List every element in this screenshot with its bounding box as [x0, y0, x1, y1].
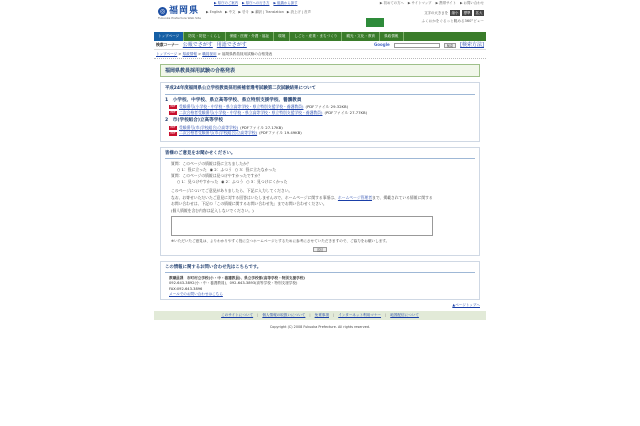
question-useful: 質問：このページの情報は役に立ちましたか？	[171, 161, 251, 167]
nav-industry[interactable]: しごと・産業・まちづくり	[290, 32, 342, 41]
radio-label: 2：ふつう	[214, 166, 232, 172]
contact-mail-link[interactable]: メールでのお問い合わせはこちら	[169, 291, 223, 296]
file-info: (PDFファイル 27.77KB)	[324, 109, 368, 115]
link-mobile[interactable]: ▶ 携帯サイト	[435, 1, 456, 5]
findable-options	[177, 180, 475, 185]
search-title: 検索コーナー	[156, 41, 179, 47]
contact-fax: FAX:092-643-3896	[169, 286, 203, 291]
submit-button[interactable]: 送信	[313, 247, 327, 252]
results-heading: 平成24年度福岡県公立学校教員採用候補者選考試験第二次試験結果について	[165, 86, 475, 94]
note-text: まで、掲載されている情報に関する	[372, 194, 433, 200]
search-button[interactable]: 検索	[444, 43, 456, 48]
footer-link-about[interactable]: このサイトについて	[221, 312, 254, 317]
webmaster-link[interactable]: ホームページ管理者	[337, 194, 373, 200]
breadcrumb-top[interactable]: トップページ	[156, 52, 178, 56]
file-info: (PDFファイル 29.32KB)	[305, 104, 349, 110]
nav-environment[interactable]: 環境	[274, 32, 290, 41]
radio-label: 2：ふつう	[225, 178, 244, 184]
link-first-visit[interactable]: ▶ 初めての方へ	[379, 1, 404, 5]
lang-link-korean[interactable]: ▶ 한국	[238, 10, 249, 14]
feedback-textarea[interactable]	[171, 216, 433, 236]
pdf-icon: PDF	[170, 105, 176, 109]
link-sitemap[interactable]: ▶ サイトマップ	[407, 1, 432, 5]
feedback-note: このページについてご意見がありましたら、下記に入力してください。	[171, 188, 293, 194]
lang-link-english[interactable]: ▶ English	[206, 10, 222, 14]
logo-text: 福岡県	[169, 6, 200, 16]
radio-useful-2[interactable]: ◉ 2：ふつう	[209, 166, 232, 172]
feedback-note-contact: お問い合わせは、下記の「この情報に関するお問い合わせ先」までお問い合わせください。	[171, 201, 327, 207]
separator: |	[332, 312, 335, 317]
file-link[interactable]: 二次合格者受験番号(小学校・中学校・県立高等学校・県立特別支援学校・養護教員)	[179, 109, 323, 115]
translation-link[interactable]: ▶ 翻訳 | Translation	[251, 10, 284, 14]
pdf-icon: PDF	[170, 110, 176, 114]
footer-link-manners[interactable]: インターネット利用マナー	[338, 312, 382, 317]
header	[154, 0, 486, 32]
nav-health[interactable]: 保健・医療・介護・福祉	[226, 32, 275, 41]
search-term-link[interactable]: 用語でさがす	[216, 42, 247, 48]
radio-findable-1[interactable]: ○ 1：見つけやすかった	[177, 178, 219, 184]
feedback-thanks: ※いただいたご意見は、よりわかりやすく役に立つホームページとするために参考にさせていただきますので、ご協力をお願いします。	[171, 239, 390, 244]
radio-label: 3：役に立たなかった	[239, 166, 276, 172]
pdf-icon: PDF	[170, 125, 176, 129]
separator: |	[309, 312, 311, 317]
search-help-link[interactable]: [検索方法]	[460, 42, 484, 48]
file-info: (PDFファイル 19.49KB)	[259, 130, 302, 136]
separator: |	[257, 312, 259, 317]
read-aloud-link[interactable]: ▶ 読上げ | 音声	[286, 10, 311, 14]
page-title-box	[160, 64, 480, 77]
group-title: 1 小学校、中学校、県立高等学校、県立特別支援学校、養護教員	[165, 97, 302, 103]
text-size-control	[424, 10, 484, 16]
contact-section	[160, 261, 480, 301]
file-row	[169, 105, 475, 110]
radio-useful-3[interactable]: ○ 3：役に立たなかった	[234, 166, 276, 172]
pdf-icon: PDF	[170, 131, 176, 135]
contact-heading: この情報に関するお問い合わせ先はこちらです。	[165, 265, 475, 273]
text-size-small-button[interactable]: 縮小	[451, 11, 459, 15]
page-title: 福岡県教員採用試験の合格発表	[165, 68, 236, 75]
file-link[interactable]: 二次合格者受験番号(市(学校組合)立高等学校)	[179, 130, 258, 136]
logo-subtitle: Fukuoka Prefecture Web Site	[158, 16, 201, 20]
radio-findable-3[interactable]: ○ 3：見つけにくかった	[246, 178, 288, 184]
file-link[interactable]: 受験番号(小学校・中学校・県立高等学校・県立特別支援学校・養護教員)	[179, 104, 304, 110]
footer-link-disclaimer[interactable]: 免責事項	[314, 312, 329, 317]
top-links	[214, 1, 297, 5]
language-links	[206, 10, 311, 14]
nav-government[interactable]: 県政情報	[380, 32, 403, 41]
page-top-link[interactable]	[154, 303, 480, 307]
file-link[interactable]: 受験番号(市(学校組合)立高等学校)	[179, 124, 239, 130]
note-text: なお、お寄せいただいたご意見に対する回答はいたしませんので、ホームページに関する事項は、	[171, 194, 338, 200]
search-bar	[154, 41, 486, 50]
useful-options	[177, 168, 475, 173]
top-link-access[interactable]: ▶ 県庁への行き方	[242, 1, 270, 5]
global-nav	[154, 32, 486, 41]
prefecture-emblem-icon: ◎	[159, 7, 166, 15]
copyright: Copyright (C) 2008 Fukuoka Prefecture. All rights reserved.	[269, 324, 371, 329]
lang-link-chinese[interactable]: ▶ 中文	[224, 10, 236, 14]
panorama-link[interactable]: ふくおかをぐるっと眺める360°ビュー	[421, 19, 484, 23]
top-link-guide[interactable]: ▶ 県庁のご案内	[214, 1, 239, 5]
radio-label: 3：見つけにくかった	[250, 178, 288, 184]
text-size-large-button[interactable]: 拡大	[475, 11, 483, 15]
footer-link-map[interactable]: 地図配信について	[390, 312, 419, 317]
feedback-section	[160, 147, 480, 256]
panorama-banner-icon[interactable]	[366, 18, 384, 27]
utility-links	[380, 1, 484, 5]
contact-dept: 教職員課 市町村立学校(小・中・養護教員)、県立学校係(高等学校・特別支援学校)	[169, 276, 305, 281]
question-findable: 質問：このページの情報は見つけやすかったですか？	[171, 173, 263, 179]
radio-label: 1：見つけやすかった	[181, 178, 219, 184]
results-section	[160, 82, 480, 141]
radio-findable-2[interactable]: ◉ 2：ふつう	[221, 178, 244, 184]
footer-link-privacy[interactable]: 個人情報の取扱いについて	[262, 312, 306, 317]
breadcrumb-gov[interactable]: 県政情報	[182, 52, 197, 56]
breadcrumb: トップページ > 県政情報 > 職員採用 > 福岡県教員採用試験の合格発表	[154, 50, 486, 59]
footer-links	[154, 311, 486, 320]
separator: |	[385, 312, 387, 317]
file-row	[169, 111, 475, 116]
file-info: (PDFファイル 27.17KB)	[240, 124, 283, 130]
feedback-heading: 皆様のご意見をお聞かせください。	[165, 151, 475, 159]
text-size-label: 文字の大きさを	[424, 10, 448, 15]
top-link-org[interactable]: ▶ 組織から探す	[273, 1, 298, 5]
group-title: 2 市(学校組合)立高等学校	[165, 118, 223, 124]
breadcrumb-current: 福岡県教員採用試験の合格発表	[221, 52, 273, 56]
file-row	[169, 131, 475, 136]
search-input[interactable]	[394, 43, 440, 48]
nav-safety[interactable]: 防災・防犯・くらし	[184, 32, 225, 41]
link-contact[interactable]: ▶ お問い合わせ	[459, 1, 484, 5]
radio-label: 1：役に立った	[181, 166, 207, 172]
nav-top[interactable]: トップページ	[154, 32, 184, 41]
contact-phone: 092-643-3892(小・中・養護教員)、092-643-3893(高等学校・特別支援学校)	[169, 281, 298, 286]
search-bulletin-link[interactable]: 公報でさがす	[182, 42, 213, 48]
text-size-normal-button[interactable]: 標準	[463, 11, 471, 15]
google-label: Google	[373, 41, 390, 47]
feedback-note-privacy: (個人情報を含む内容は記入しないでください。)	[171, 207, 254, 213]
nav-culture[interactable]: 観光・文化・教育	[342, 32, 380, 41]
page	[154, 0, 486, 426]
page-top-text: ▲ページトップへ	[452, 303, 480, 308]
breadcrumb-recruit[interactable]: 職員採用	[202, 52, 217, 56]
feedback-note-detail	[171, 196, 475, 201]
radio-useful-1[interactable]: ○ 1：役に立った	[177, 166, 207, 172]
